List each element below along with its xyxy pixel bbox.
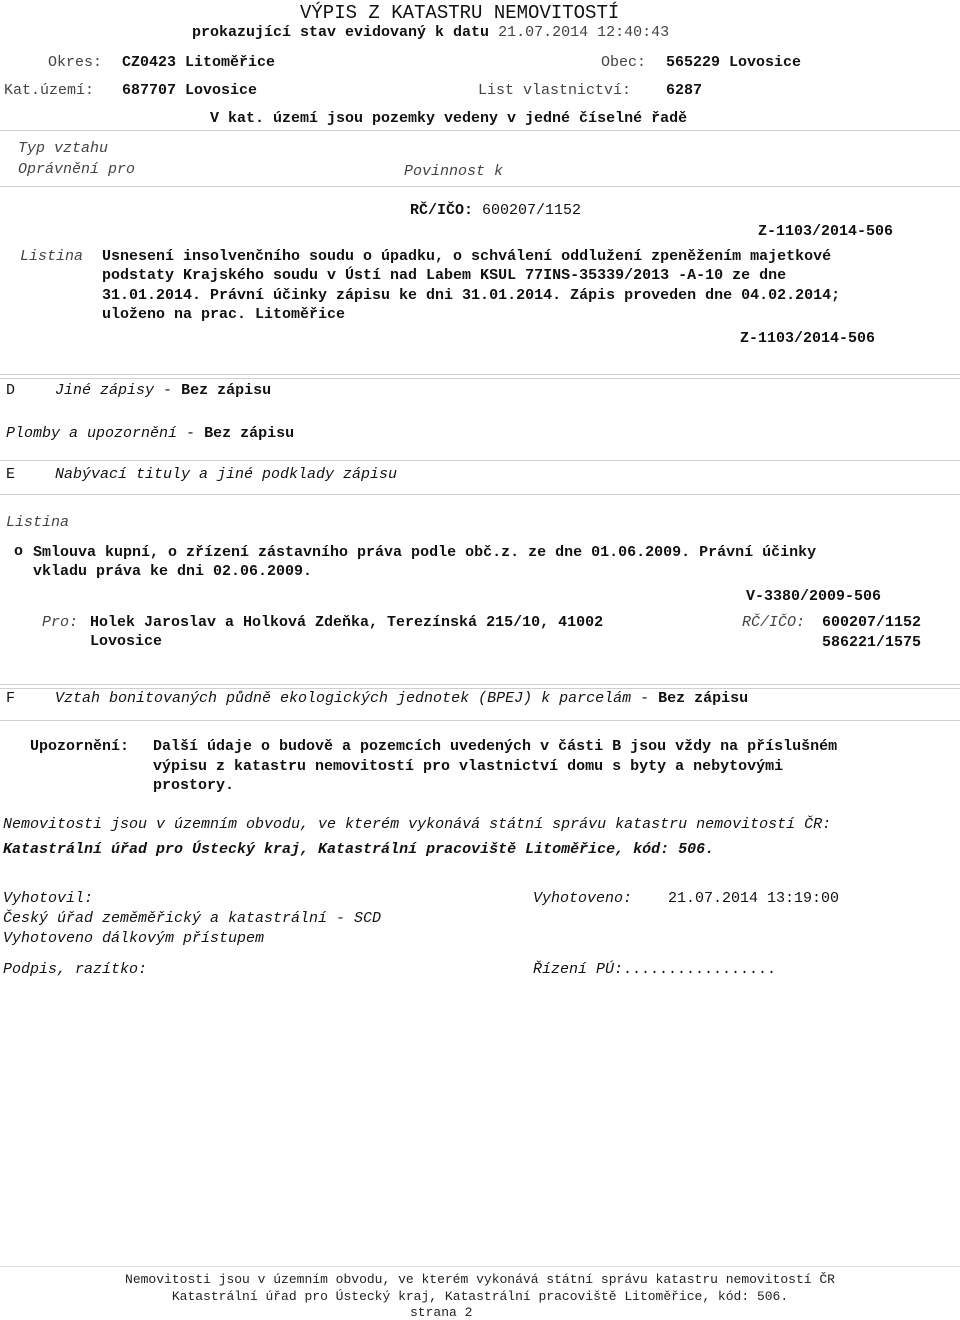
obec-label: Obec: [601,54,647,71]
section-f-row [55,690,748,707]
listina-label: Listina [20,248,84,265]
subtitle-prefix: prokazující stav evidovaný k datu [192,24,490,41]
listina-line-4: uloženo na prac. Litoměřice [102,306,346,323]
lv-value: 6287 [666,82,703,99]
okres-value: CZ0423 Litoměřice [122,54,276,71]
listina-line-3: 31.01.2014. Právní účinky zápisu ke dni 31.01.2014. Zápis proveden dne 04.02.2014; [102,287,841,304]
section-f-label: Vztah bonitovaných půdně ekologických jednotek (BPEJ) k parcelám [55,690,632,707]
opravneni-pro-label: Oprávnění pro [18,161,136,178]
warning-line-3: prostory. [153,777,235,794]
divider [0,460,960,461]
subtitle-date: 21.07.2014 12:40:43 [498,24,670,41]
footer-line-2: Katastrální úřad pro Ústecký kraj, Katastrální pracoviště Litoměřice, kód: 506. [171,1289,789,1304]
owner-rc-value-2: 586221/1575 [822,634,922,651]
warning-label: Upozornění: [30,738,130,755]
rc-ico [410,202,581,219]
section-f-value: Bez zápisu [658,690,749,707]
vyhotoveno-value: 21.07.2014 13:19:00 [668,890,840,907]
section-f-letter: F [6,690,16,707]
section-f-dash: - [640,690,650,707]
page-number: strana 2 [410,1305,473,1320]
office-line-2: Katastrální úřad pro Ústecký kraj, Katastrální pracoviště Litoměřice, kód: 506. [3,841,715,858]
subtitle [192,24,669,41]
bullet: o [14,543,24,560]
listina-line-2: podstaty Krajského soudu v Ústí nad Labem KSUL 77INS-35339/2013 -A-10 ze dne [102,267,787,284]
section-d-row [55,382,271,399]
owner-rc-label: RČ/IČO: [742,614,806,631]
listina-line-1: Usnesení insolvenčního soudu o úpadku, o schválení oddlužení zpeněžením majetkové [102,248,832,265]
section-d-label: Jiné zápisy [55,382,155,399]
section-d-letter: D [6,382,16,399]
plomby-dash: - [186,425,196,442]
lv-label: List vlastnictví: [478,82,632,99]
section-e-listina-label: Listina [6,514,70,531]
plomby-value: Bez zápisu [204,425,295,442]
vyhotovil-org: Český úřad zeměměřický a katastrální - SCD [3,910,382,927]
rizeni-label: Řízení PÚ: [533,961,624,978]
section-d-value: Bez zápisu [181,382,272,399]
contract-line-2: vkladu práva ke dni 02.06.2009. [33,563,313,580]
divider [0,494,960,495]
kat-uzemi-value: 687707 Lovosice [122,82,258,99]
document-title: VÝPIS Z KATASTRU NEMOVITOSTÍ [300,2,620,24]
warning-line-2: výpisu z katastru nemovitostí pro vlastnictví domu s byty a nebytovými [153,758,784,775]
divider [0,688,960,689]
section-e-label: Nabývací tituly a jiné podklady zápisu [55,466,398,483]
plomby-label: Plomby a upozornění [6,425,178,442]
divider [0,374,960,375]
listina-ref-bottom: Z-1103/2014-506 [740,330,876,347]
section-e-letter: E [6,466,16,483]
okres-label: Okres: [48,54,103,71]
warning-line-1: Další údaje o budově a pozemcích uvedených v části B jsou vždy na příslušném [153,738,838,755]
office-line-1: Nemovitosti jsou v územním obvodu, ve kterém vykonává státní správu katastru nemovitostí ČR: [3,816,832,833]
rizeni-row [533,961,776,978]
rizeni-value: ................. [623,961,777,978]
divider [0,378,960,379]
divider [0,130,960,131]
pro-label: Pro: [42,614,79,631]
section-d-dash: - [163,382,173,399]
povinnost-k-label: Povinnost k [404,163,504,180]
footer-divider [0,1266,960,1267]
divider [0,186,960,187]
listina-ref-top: Z-1103/2014-506 [758,223,894,240]
owner-rc-value-1: 600207/1152 [822,614,922,631]
podpis-label: Podpis, razítko: [3,961,148,978]
footer-line-1: Nemovitosti jsou v územním obvodu, ve kterém vykonává státní správu katastru nemovitostí ČR [125,1272,835,1287]
divider [0,720,960,721]
vyhotovil-label: Vyhotovil: [3,890,94,907]
vyhotovil-mode: Vyhotoveno dálkovým přístupem [3,930,265,947]
rc-ico-value: 600207/1152 [482,202,582,219]
plomby-row [6,425,294,442]
rc-ico-label: RČ/IČO: [410,202,474,219]
contract-ref: V-3380/2009-506 [746,588,882,605]
kat-uzemi-label: Kat.území: [4,82,95,99]
contract-line-1: Smlouva kupní, o zřízení zástavního práva podle obč.z. ze dne 01.06.2009. Právní účinky [33,544,817,561]
vyhotoveno-label: Vyhotoveno: [533,890,633,907]
numbering-note: V kat. území jsou pozemky vedeny v jedné číselné řadě [210,110,688,127]
pro-line-2: Lovosice [90,633,163,650]
divider [0,684,960,685]
pro-line-1: Holek Jaroslav a Holková Zdeňka, Terezínská 215/10, 41002 [90,614,604,631]
typ-vztahu-label: Typ vztahu [18,140,109,157]
obec-value: 565229 Lovosice [666,54,802,71]
